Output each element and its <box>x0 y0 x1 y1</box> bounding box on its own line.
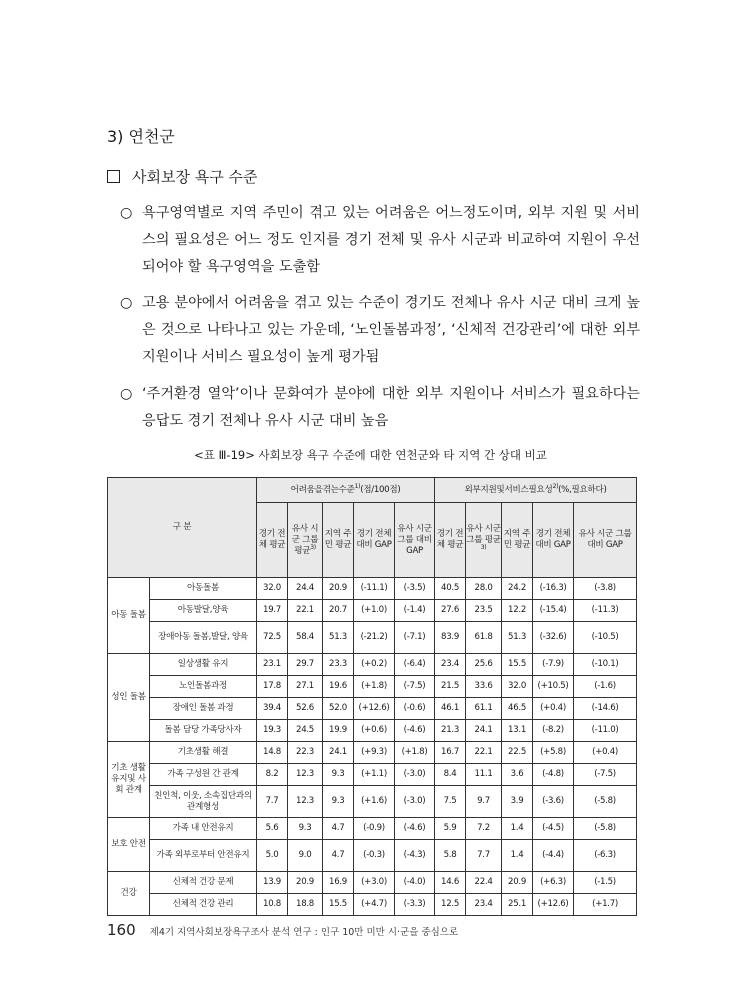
value-cell: 3.9 <box>502 786 533 818</box>
value-cell: (-0.3) <box>354 840 395 872</box>
item-cell: 아동발달,양육 <box>150 600 257 622</box>
page-number: 160 <box>107 921 136 939</box>
value-cell: 23.4 <box>435 654 466 676</box>
value-cell: 22.1 <box>466 742 502 764</box>
value-cell: 16.7 <box>435 742 466 764</box>
table-row <box>108 786 637 818</box>
value-cell: (-11.3) <box>574 600 637 622</box>
group-cell: 아동 돌봄 <box>108 578 150 654</box>
value-cell: 32.0 <box>502 676 533 698</box>
table-row <box>108 818 637 840</box>
value-cell: (+0.2) <box>354 654 395 676</box>
value-cell: 5.9 <box>435 818 466 840</box>
table-row <box>108 742 637 764</box>
table-row <box>108 578 637 600</box>
value-cell: (+10.5) <box>533 676 574 698</box>
value-cell: (+3.0) <box>354 872 395 894</box>
value-cell: 61.8 <box>466 622 502 654</box>
value-cell: 19.7 <box>257 600 288 622</box>
value-cell: (+1.8) <box>354 676 395 698</box>
header-gyeonggi-avg: 경기 전체 평균 <box>257 503 288 578</box>
table-row <box>108 654 637 676</box>
value-cell: (-0.6) <box>395 698 435 720</box>
value-cell: 7.5 <box>435 786 466 818</box>
header-support-label: 외부지원및서비스필요성 <box>464 484 553 495</box>
subsection-heading <box>107 166 257 187</box>
item-cell: 아동돌봄 <box>150 578 257 600</box>
group-cell: 보호 안전 <box>108 818 150 872</box>
value-cell: (-3.3) <box>395 894 435 916</box>
value-cell: (-14.6) <box>574 698 637 720</box>
value-cell: 20.9 <box>288 872 323 894</box>
value-cell: 3.6 <box>502 764 533 786</box>
header-support-group <box>435 478 637 503</box>
item-cell: 장애인 돌봄 과정 <box>150 698 257 720</box>
value-cell: 24.2 <box>502 578 533 600</box>
value-cell: 4.7 <box>323 840 354 872</box>
value-cell: 9.3 <box>323 786 354 818</box>
value-cell: 39.4 <box>257 698 288 720</box>
item-cell: 노인돌봄과정 <box>150 676 257 698</box>
value-cell: 22.4 <box>466 872 502 894</box>
value-cell: 1.4 <box>502 840 533 872</box>
value-cell: (-10.1) <box>574 654 637 676</box>
item-cell: 가족 외부로부터 안전유지 <box>150 840 257 872</box>
bullet-paragraph <box>120 381 640 435</box>
value-cell: 12.3 <box>288 786 323 818</box>
value-cell: (-7.5) <box>574 764 637 786</box>
header-similar-avg <box>288 503 323 578</box>
circle-bullet-icon: ○ <box>120 386 133 402</box>
value-cell: 23.1 <box>257 654 288 676</box>
item-cell: 장애아동 돌봄,발달, 양육 <box>150 622 257 654</box>
value-cell: 5.8 <box>435 840 466 872</box>
value-cell: 58.4 <box>288 622 323 654</box>
value-cell: (-3.8) <box>574 578 637 600</box>
value-cell: (-7.9) <box>533 654 574 676</box>
comparison-table <box>107 477 637 916</box>
value-cell: 15.5 <box>323 894 354 916</box>
value-cell: 19.3 <box>257 720 288 742</box>
value-cell: (-32.6) <box>533 622 574 654</box>
value-cell: (-3.0) <box>395 764 435 786</box>
table-row <box>108 600 637 622</box>
table-body <box>108 578 637 916</box>
value-cell: (+0.4) <box>533 698 574 720</box>
header-difficulty-unit: (점/100점) <box>360 484 401 495</box>
value-cell: 12.5 <box>435 894 466 916</box>
value-cell: 12.3 <box>288 764 323 786</box>
group-cell: 건강 <box>108 872 150 916</box>
table-row <box>108 676 637 698</box>
value-cell: 28.0 <box>466 578 502 600</box>
value-cell: 10.8 <box>257 894 288 916</box>
value-cell: (-1.5) <box>574 872 637 894</box>
value-cell: (+5.8) <box>533 742 574 764</box>
table-row <box>108 698 637 720</box>
value-cell: 29.7 <box>288 654 323 676</box>
footnote-marker: 3) <box>480 543 487 551</box>
item-cell: 신체적 건강 관리 <box>150 894 257 916</box>
header-gap-similar: 유사 시군 그룹 대비 GAP <box>574 503 637 578</box>
checkbox-square-icon <box>107 170 120 183</box>
value-cell: 32.0 <box>257 578 288 600</box>
header-similar-avg <box>466 503 502 578</box>
header-category: 구 분 <box>108 478 257 578</box>
value-cell: (+1.0) <box>354 600 395 622</box>
item-cell: 기초생활 해결 <box>150 742 257 764</box>
value-cell: 12.2 <box>502 600 533 622</box>
table-row <box>108 894 637 916</box>
footer-text: 제4기 지역사회보장욕구조사 분석 연구 : 인구 10만 미만 시·군을 중심으로 <box>149 927 459 938</box>
value-cell: 19.9 <box>323 720 354 742</box>
value-cell: 61.1 <box>466 698 502 720</box>
value-cell: (-6.4) <box>395 654 435 676</box>
header-gap-similar: 유사 시군 그룹 대비 GAP <box>395 503 435 578</box>
value-cell: 15.5 <box>502 654 533 676</box>
value-cell: 13.9 <box>257 872 288 894</box>
table-row <box>108 622 637 654</box>
table-row <box>108 720 637 742</box>
value-cell: (+6.3) <box>533 872 574 894</box>
bullet-paragraph <box>120 290 640 371</box>
value-cell: (+1.1) <box>354 764 395 786</box>
value-cell: (+0.6) <box>354 720 395 742</box>
value-cell: (+12.6) <box>354 698 395 720</box>
table-row <box>108 764 637 786</box>
value-cell: 9.0 <box>288 840 323 872</box>
header-similar-label: 유사 시군 그룹 평균 <box>466 523 501 545</box>
header-local-avg: 지역 주민 평균 <box>502 503 533 578</box>
value-cell: 24.4 <box>288 578 323 600</box>
value-cell: (-10.5) <box>574 622 637 654</box>
header-gyeonggi-avg: 경기 전체 평균 <box>435 503 466 578</box>
value-cell: 8.2 <box>257 764 288 786</box>
item-cell: 일상생활 유지 <box>150 654 257 676</box>
value-cell: (-11.0) <box>574 720 637 742</box>
header-gap-gyeonggi: 경기 전체 대비 GAP <box>354 503 395 578</box>
value-cell: (-1.4) <box>395 600 435 622</box>
value-cell: 51.3 <box>502 622 533 654</box>
value-cell: 17.8 <box>257 676 288 698</box>
value-cell: (-3.0) <box>395 786 435 818</box>
value-cell: 20.9 <box>323 578 354 600</box>
group-cell: 성인 돌봄 <box>108 654 150 742</box>
item-cell: 돌봄 담당 가족당사자 <box>150 720 257 742</box>
value-cell: (-6.3) <box>574 840 637 872</box>
value-cell: 25.1 <box>502 894 533 916</box>
page-footer <box>107 921 458 939</box>
value-cell: (-1.6) <box>574 676 637 698</box>
value-cell: (-4.4) <box>533 840 574 872</box>
table-row <box>108 872 637 894</box>
value-cell: 4.7 <box>323 818 354 840</box>
header-difficulty-label: 어려움을겪는수준 <box>290 484 355 495</box>
value-cell: 5.0 <box>257 840 288 872</box>
value-cell: 27.1 <box>288 676 323 698</box>
value-cell: 19.6 <box>323 676 354 698</box>
value-cell: 27.6 <box>435 600 466 622</box>
value-cell: (-4.3) <box>395 840 435 872</box>
table-caption: <표 Ⅲ-19> 사회보장 욕구 수준에 대한 연천군와 타 지역 간 상대 비교 <box>194 448 547 462</box>
value-cell: (+1.6) <box>354 786 395 818</box>
value-cell: (-4.8) <box>533 764 574 786</box>
value-cell: 21.3 <box>435 720 466 742</box>
value-cell: (-3.5) <box>395 578 435 600</box>
value-cell: (-4.6) <box>395 818 435 840</box>
bullet-text: 욕구영역별로 지역 주민이 겪고 있는 어려움은 어느정도이며, 외부 지원 및 서비스의 필요성은 어느 정도 인지를 경기 전체 및 유사 시군과 비교하여 지원이 우선되어야 할 욕구영역을 도출함 <box>142 205 640 275</box>
group-cell: 기초 생활 유지및 사회 관계 <box>108 742 150 818</box>
value-cell: (+12.6) <box>533 894 574 916</box>
value-cell: (-5.8) <box>574 786 637 818</box>
value-cell: 1.4 <box>502 818 533 840</box>
footnote-marker: 1) <box>354 482 361 490</box>
section-title: 3) 연천군 <box>107 127 175 146</box>
value-cell: (-5.8) <box>574 818 637 840</box>
bullet-text: 고용 분야에서 어려움을 겪고 있는 수준이 경기도 전체나 유사 시군 대비 크게 높은 것으로 나타나고 있는 가운데, ‘노인돌봄과정’, ‘신체적 건강관리’에 대한 외부 지원이나 서비스 필요성이 높게 평가됨 <box>142 295 640 365</box>
value-cell: 46.5 <box>502 698 533 720</box>
header-local-avg: 지역 주민 평균 <box>323 503 354 578</box>
item-cell: 가족 내 안전유지 <box>150 818 257 840</box>
value-cell: (+1.7) <box>574 894 637 916</box>
value-cell: 40.5 <box>435 578 466 600</box>
value-cell: (-4.6) <box>395 720 435 742</box>
value-cell: 20.9 <box>502 872 533 894</box>
footnote-marker: 2) <box>552 482 559 490</box>
value-cell: 9.3 <box>323 764 354 786</box>
value-cell: (-21.2) <box>354 622 395 654</box>
value-cell: (-4.0) <box>395 872 435 894</box>
value-cell: 25.6 <box>466 654 502 676</box>
value-cell: 9.7 <box>466 786 502 818</box>
bullet-text: ‘주거환경 열악’이나 문화여가 분야에 대한 외부 지원이나 서비스가 필요하다는 응답도 경기 전체나 유사 시군 대비 높음 <box>142 386 640 429</box>
header-support-unit: (%,필요하다) <box>558 484 607 495</box>
value-cell: 52.6 <box>288 698 323 720</box>
value-cell: (-15.4) <box>533 600 574 622</box>
circle-bullet-icon: ○ <box>120 295 133 311</box>
value-cell: 24.1 <box>323 742 354 764</box>
value-cell: 20.7 <box>323 600 354 622</box>
circle-bullet-icon: ○ <box>120 205 133 221</box>
value-cell: 83.9 <box>435 622 466 654</box>
value-cell: 7.7 <box>257 786 288 818</box>
item-cell: 신체적 건강 문제 <box>150 872 257 894</box>
value-cell: (+1.8) <box>395 742 435 764</box>
value-cell: 21.5 <box>435 676 466 698</box>
header-gap-gyeonggi: 경기 전체 대비 GAP <box>533 503 574 578</box>
value-cell: (-7.1) <box>395 622 435 654</box>
value-cell: 11.1 <box>466 764 502 786</box>
value-cell: (-11.1) <box>354 578 395 600</box>
value-cell: 22.1 <box>288 600 323 622</box>
value-cell: 22.5 <box>502 742 533 764</box>
value-cell: 51.3 <box>323 622 354 654</box>
value-cell: 7.7 <box>466 840 502 872</box>
table-row <box>108 840 637 872</box>
value-cell: 24.1 <box>466 720 502 742</box>
value-cell: 14.6 <box>435 872 466 894</box>
value-cell: 72.5 <box>257 622 288 654</box>
value-cell: 22.3 <box>288 742 323 764</box>
value-cell: (-8.2) <box>533 720 574 742</box>
value-cell: (+9.3) <box>354 742 395 764</box>
value-cell: 5.6 <box>257 818 288 840</box>
value-cell: 18.8 <box>288 894 323 916</box>
value-cell: (-3.6) <box>533 786 574 818</box>
value-cell: 8.4 <box>435 764 466 786</box>
value-cell: 23.3 <box>323 654 354 676</box>
value-cell: 23.4 <box>466 894 502 916</box>
value-cell: (-0.9) <box>354 818 395 840</box>
footnote-marker: 3) <box>310 543 316 551</box>
value-cell: 52.0 <box>323 698 354 720</box>
item-cell: 가족 구성원 간 관계 <box>150 764 257 786</box>
header-similar-label: 유사 시군 그룹 평균 <box>291 523 319 556</box>
value-cell: 9.3 <box>288 818 323 840</box>
subsection-title: 사회보장 욕구 수준 <box>132 168 258 186</box>
value-cell: 7.2 <box>466 818 502 840</box>
header-difficulty-group <box>257 478 435 503</box>
value-cell: (-4.5) <box>533 818 574 840</box>
item-cell: 친인척, 이웃, 소속집단과의 관계형성 <box>150 786 257 818</box>
value-cell: 13.1 <box>502 720 533 742</box>
value-cell: (-7.5) <box>395 676 435 698</box>
value-cell: (+0.4) <box>574 742 637 764</box>
bullet-paragraph <box>120 200 640 281</box>
value-cell: 46.1 <box>435 698 466 720</box>
value-cell: 23.5 <box>466 600 502 622</box>
value-cell: (-16.3) <box>533 578 574 600</box>
value-cell: 16.9 <box>323 872 354 894</box>
value-cell: (+4.7) <box>354 894 395 916</box>
value-cell: 24.5 <box>288 720 323 742</box>
value-cell: 14.8 <box>257 742 288 764</box>
value-cell: 33.6 <box>466 676 502 698</box>
